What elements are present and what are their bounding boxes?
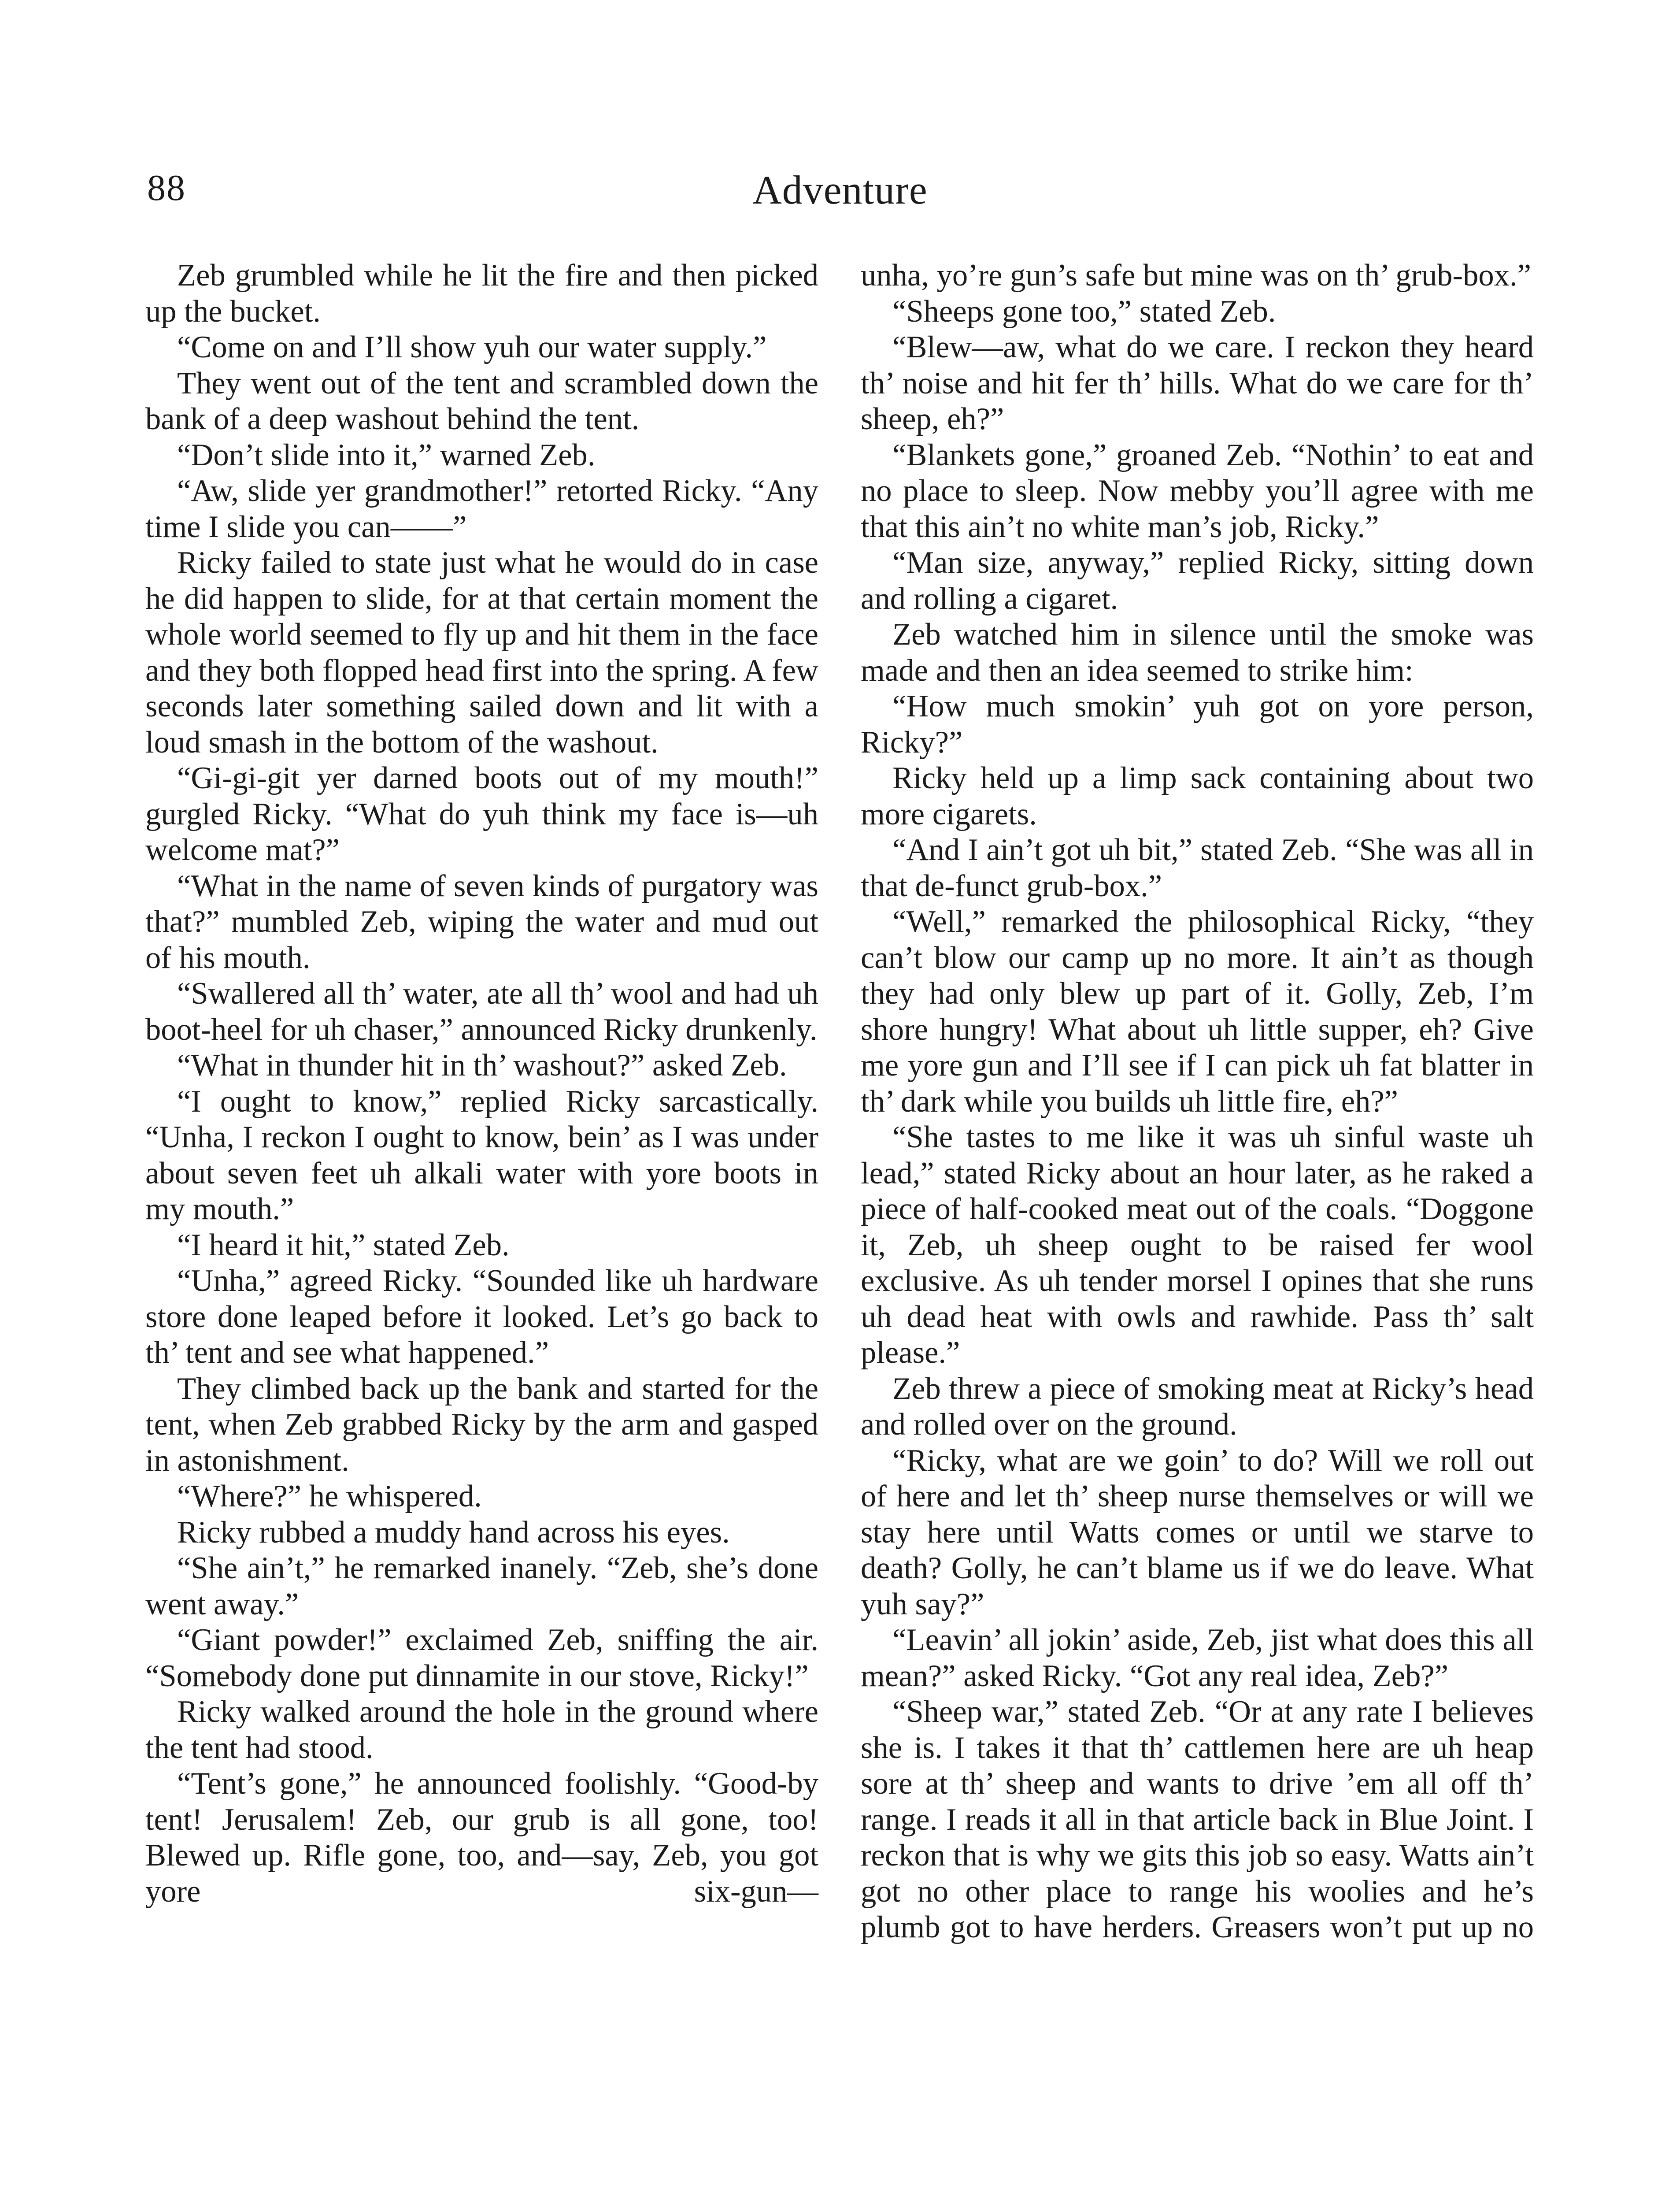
paragraph: “Well,” remarked the philosophical Ricky, “they can’t blow our camp up no more. It ain’t as though they had only blew up part of it. Golly, Zeb, I’m shore hungry! What about uh little supper, eh? Give me yore gun and I’ll see if I can pick uh fat blatter in th’ dark while you builds uh little fire, eh?” [861,905,1534,1119]
paragraph: “What in the name of seven kinds of purgatory was that?” mumbled Zeb, wiping the water and mud out of his mouth. [145,868,818,975]
paragraph: “Sheep war,” stated Zeb. “Or at any rate I believes she is. I takes it that th’ cattlemen here are uh heap sore at th’ sheep and wants to drive ’em all off th’ range. I reads it all in that article back in Blue Joint. I reckon that is why we gits this job so easy. Watts ain’t got no other place to range his woolies and he’s plumb got to have herders. Greasers won’t put up no [861,1695,1534,1944]
paragraph: “Leavin’ all jokin’ aside, Zeb, jist what does this all mean?” asked Ricky. “Got any real idea, Zeb?” [861,1623,1534,1693]
paragraph: “Tent’s gone,” he announced foolishly. “Good-by tent! Jerusalem! Zeb, our grub is all gone, too! Blewed up. Rifle gone, too, and—say, Zeb, you got yore six-gun— [145,1766,818,1909]
paragraph: Ricky rubbed a muddy hand across his eyes. [177,1515,730,1550]
paragraph: Ricky walked around the hole in the ground where the tent had stood. [145,1695,818,1765]
running-head-title: Adventure [752,167,928,212]
paragraph: “Blankets gone,” groaned Zeb. “Nothin’ to eat and no place to sleep. Now mebby you’ll agree with me that this ain’t no white man’s job, Ricky.” [861,438,1534,544]
paragraph: “What in thunder hit in th’ washout?” asked Zeb. [177,1048,787,1083]
paragraph: They went out of the tent and scrambled down the bank of a deep washout behind the tent. [145,366,818,436]
paragraph: “Where?” he whispered. [177,1479,482,1513]
page-number: 88 [147,167,186,208]
paragraph: Ricky held up a limp sack containing about two more cigarets. [861,761,1534,831]
paragraph: “Sheeps gone too,” stated Zeb. [892,294,1276,329]
right-column [861,258,1534,1946]
paragraph: “Gi-gi-git yer darned boots out of my mouth!” gurgled Ricky. “What do yuh think my face is—uh welcome mat?” [145,761,818,867]
paragraph: “She ain’t,” he remarked inanely. “Zeb, she’s done went away.” [145,1551,818,1621]
paragraph: “How much smokin’ yuh got on yore person, Ricky?” [861,689,1534,760]
paragraph: “She tastes to me like it was uh sinful waste uh lead,” stated Ricky about an hour later, as he raked a piece of half-cooked meat out of the coals. “Doggone it, Zeb, uh sheep ought to be raised fer wool exclusive. As uh tender morsel I opines that she runs uh dead heat with owls and rawhide. Pass th’ salt please.” [861,1120,1534,1370]
paragraph: “I ought to know,” replied Ricky sarcastically. “Unha, I reckon I ought to know, bein’ as I was under about seven feet uh alkali water with yore boots in my mouth.” [145,1084,818,1226]
paragraph: “Unha,” agreed Ricky. “Sounded like uh hardware store done leaped before it looked. Let’s go back to th’ tent and see what happened.” [145,1264,818,1370]
paragraph: “Aw, slide yer grandmother!” retorted Ricky. “Any time I slide you can——” [145,474,818,544]
paragraph: Zeb threw a piece of smoking meat at Ricky’s head and rolled over on the ground. [861,1371,1534,1442]
paragraph: They climbed back up the bank and started for the tent, when Zeb grabbed Ricky by the arm and gasped in astonishment. [145,1371,818,1478]
paragraph: “Blew—aw, what do we care. I reckon they heard th’ noise and hit fer th’ hills. What do we care for th’ sheep, eh?” [861,330,1534,436]
paragraph: “Swallered all th’ water, ate all th’ wool and had uh boot-heel for uh chaser,” announced Ricky drunkenly. [145,976,818,1047]
left-column [145,258,818,1910]
paragraph: “And I ain’t got uh bit,” stated Zeb. “She was all in that de-funct grub-box.” [861,833,1534,903]
paragraph: “Man size, anyway,” replied Ricky, sitting down and rolling a cigaret. [861,545,1534,616]
paragraph: Zeb grumbled while he lit the fire and then picked up the bucket. [145,258,818,329]
paragraph-continued: unha, yo’re gun’s safe but mine was on th’ grub-box.” [861,258,1531,293]
paragraph: Ricky failed to state just what he would do in case he did happen to slide, for at that certain moment the whole world seemed to fly up and hit them in the face and they both flopped head first into the spring. A few seconds later something sailed down and lit with a loud smash in the bottom of the washout. [145,545,818,760]
paragraph: “Come on and I’ll show yuh our water supply.” [177,330,767,364]
paragraph: “Giant powder!” exclaimed Zeb, sniffing the air. “Somebody done put dinnamite in our stove, Ricky!” [145,1623,818,1693]
paragraph: “Don’t slide into it,” warned Zeb. [177,438,596,472]
paragraph: “Ricky, what are we goin’ to do? Will we roll out of here and let th’ sheep nurse themselves or will we stay here until Watts comes or until we starve to death? Golly, he can’t blame us if we do leave. What yuh say?” [861,1443,1534,1621]
paragraph: “I heard it hit,” stated Zeb. [177,1228,510,1262]
paragraph: Zeb watched him in silence until the smoke was made and then an idea seemed to strike him: [861,617,1534,688]
